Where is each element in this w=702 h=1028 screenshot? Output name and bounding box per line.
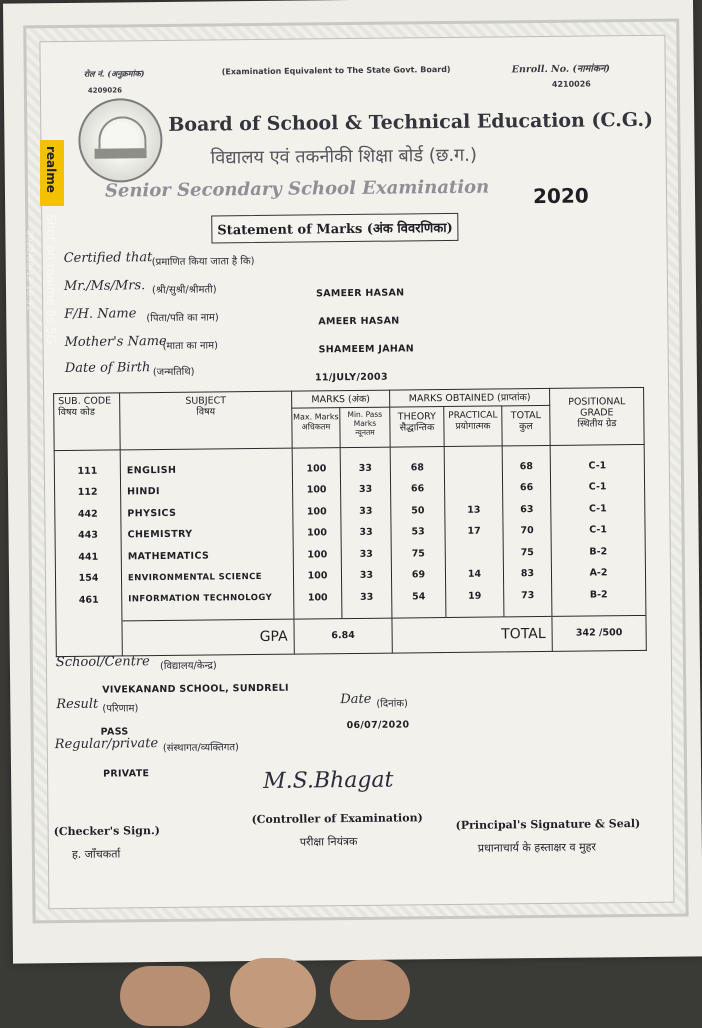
gpa-label: GPA <box>122 619 294 655</box>
header-subject: SUBJECT विषय <box>120 391 293 450</box>
header-min-pass-marks: Min. Pass Marks न्यूनतम <box>340 407 390 448</box>
exam-title: Senior Secondary School Examination <box>104 176 490 202</box>
camera-watermark-text: Shot on realme 8s 5G <box>44 214 58 345</box>
father-name: AMEER HASAN <box>318 315 400 328</box>
sub-code: 442 <box>55 503 121 525</box>
certified-label: Certified that <box>63 250 153 267</box>
finger-1 <box>120 966 210 1026</box>
board-title-hindi: विद्यालय एवं तकनीकी शिक्षा बोर्ड (छ.ग.) <box>210 144 478 169</box>
practical-marks: 17 <box>445 520 503 542</box>
table-cell <box>54 450 120 461</box>
min-marks: 33 <box>341 500 391 522</box>
candidate-name: SAMEER HASAN <box>315 287 405 300</box>
grand-total: 342 /500 <box>552 615 646 650</box>
name-label: Mr./Ms/Mrs. <box>63 278 146 295</box>
school-name: VIVEKANAND SCHOOL, SUNDRELI <box>102 682 289 696</box>
theory-marks: 54 <box>392 586 446 608</box>
controller-label-hindi: परीक्षा नियंत्रक <box>299 834 358 849</box>
board-title-english: Board of School & Technical Education (C.G.) <box>168 108 654 136</box>
practical-marks <box>445 477 503 499</box>
candidate-type: PRIVATE <box>103 768 150 780</box>
header-marks: MARKS (अंक) <box>292 390 390 408</box>
grade: B-2 <box>552 583 646 605</box>
max-marks: 100 <box>294 587 342 609</box>
table-cell <box>502 445 550 456</box>
theory-marks: 69 <box>391 564 445 586</box>
marks-rows <box>54 444 646 621</box>
marksheet-page <box>3 0 702 964</box>
total-label: TOTAL <box>392 616 552 652</box>
roll-no-value: 4209026 <box>87 86 123 95</box>
subject-name: HINDI <box>121 480 293 503</box>
header-theory: THEORY सैद्धान्तिक <box>390 407 444 448</box>
max-marks: 100 <box>293 544 341 566</box>
practical-marks: 19 <box>446 585 504 607</box>
total-marks: 68 <box>502 455 550 477</box>
grade: C-1 <box>550 454 644 476</box>
max-marks: 100 <box>293 501 341 523</box>
result-value: PASS <box>100 726 129 738</box>
min-marks: 33 <box>341 522 391 544</box>
result-label-hindi: (परिणाम) <box>102 703 139 715</box>
practical-marks <box>444 456 502 478</box>
rising-sun-emblem <box>98 116 146 149</box>
sub-code: 441 <box>55 546 121 568</box>
logo-band <box>95 148 147 159</box>
father-name-label: F/H. Name <box>64 306 137 323</box>
min-marks: 33 <box>340 457 390 479</box>
practical-marks: 14 <box>445 563 503 585</box>
grade: C-1 <box>550 476 644 498</box>
grade: C-1 <box>551 497 645 519</box>
table-cell <box>292 448 340 459</box>
table-cell <box>504 606 552 617</box>
finger-3 <box>330 960 410 1020</box>
father-name-label-hindi: (पिता/पति का नाम) <box>146 312 219 325</box>
table-cell <box>340 447 390 458</box>
total-marks: 66 <box>502 477 550 499</box>
camera-timestamp: 2022/08/12 10:51 <box>24 230 34 311</box>
regular-private-label-hindi: (संस्थागत/व्यक्तिगत) <box>162 742 239 755</box>
school-label: School/Centre <box>55 654 150 671</box>
min-marks: 33 <box>341 565 391 587</box>
total-marks: 63 <box>503 498 551 520</box>
sub-code: 461 <box>56 589 122 611</box>
school-label-hindi: (विद्यालय/केन्द्र) <box>159 660 217 673</box>
max-marks: 100 <box>292 458 340 480</box>
theory-marks: 66 <box>391 478 445 500</box>
grade: A-2 <box>551 562 645 584</box>
subject-name: ENVIRONMENTAL SCIENCE <box>121 566 293 589</box>
result-date: 06/07/2020 <box>346 719 410 732</box>
controller-signature: M.S.Bhagat <box>263 767 394 794</box>
theory-marks: 75 <box>391 543 445 565</box>
enroll-no-label: Enroll. No. (नामांकन) <box>511 63 610 76</box>
subject-name: PHYSICS <box>121 501 293 524</box>
table-cell <box>294 608 342 619</box>
gpa-value: 6.84 <box>294 618 392 654</box>
mother-name-label: Mother's Name <box>64 333 167 351</box>
date-of-birth: 11/JULY/2003 <box>314 371 388 384</box>
regular-private-label: Regular/private <box>54 736 159 753</box>
header-positional-grade: POSITIONAL GRADE स्थितीय ग्रेड <box>550 387 645 445</box>
statement-of-marks-title: Statement of Marks (अंक विवरणिका) <box>211 213 459 244</box>
result-label: Result <box>56 696 99 713</box>
table-cell <box>56 621 122 656</box>
practical-marks <box>445 542 503 564</box>
principal-label: (Principal's Signature & Seal) <box>455 817 641 832</box>
checker-sign-label-hindi: ह. जाँचकर्ता <box>71 847 121 861</box>
theory-marks: 68 <box>390 457 444 479</box>
date-label: Date <box>340 691 372 708</box>
certified-label-hindi: (प्रमाणित किया जाता है कि) <box>151 256 255 269</box>
total-marks: 75 <box>503 541 551 563</box>
table-cell <box>392 607 446 618</box>
principal-label-hindi: प्रधानाचार्य के हस्ताक्षर व मुहर <box>477 840 597 855</box>
name-label-hindi: (श्री/सुश्री/श्रीमती) <box>151 284 217 297</box>
table-cell <box>390 447 444 458</box>
gpa-total-row <box>56 615 646 656</box>
table-cell <box>56 610 122 621</box>
min-marks: 33 <box>342 586 392 608</box>
header-total: TOTAL कुल <box>502 405 550 446</box>
header-sub-code: SUB. CODE विषय कोड <box>54 393 121 451</box>
exam-equivalent-note: (Examination Equivalent to The State Govt. Board) <box>221 64 451 77</box>
max-marks: 100 <box>293 522 341 544</box>
checker-sign-label: (Checker's Sign.) <box>53 824 161 839</box>
date-label-hindi: (दिनांक) <box>376 698 408 710</box>
practical-marks: 13 <box>445 499 503 521</box>
mother-name: SHAMEEM JAHAN <box>318 343 415 356</box>
min-marks: 33 <box>341 543 391 565</box>
header-marks-obtained: MARKS OBTAINED (प्राप्तांक) <box>390 388 550 407</box>
max-marks: 100 <box>293 565 341 587</box>
sub-code: 443 <box>55 524 121 546</box>
enroll-no-value: 4210026 <box>551 79 591 89</box>
subject-name: ENGLISH <box>120 458 292 481</box>
subject-name: INFORMATION TECHNOLOGY <box>122 587 294 610</box>
controller-label: (Controller of Examination) <box>251 811 423 827</box>
min-marks: 33 <box>340 479 390 501</box>
sub-code: 154 <box>55 567 121 589</box>
header-practical: PRACTICAL प्रयोगात्मक <box>444 406 502 447</box>
total-marks: 73 <box>504 584 552 606</box>
board-logo <box>78 98 163 183</box>
dob-label-hindi: (जन्मतिथि) <box>152 366 195 379</box>
sub-code: 111 <box>54 460 120 482</box>
theory-marks: 53 <box>391 521 445 543</box>
theory-marks: 50 <box>391 500 445 522</box>
subject-name: CHEMISTRY <box>121 523 293 546</box>
table-cell <box>444 446 502 457</box>
total-marks: 83 <box>503 563 551 585</box>
exam-year: 2020 <box>532 183 589 209</box>
camera-brand: realme <box>44 146 58 193</box>
marks-table <box>53 387 647 657</box>
table-cell <box>446 606 504 617</box>
grade: B-2 <box>551 540 645 562</box>
subject-name: MATHEMATICS <box>121 544 293 567</box>
table-cell <box>342 608 392 619</box>
total-marks: 70 <box>503 520 551 542</box>
sub-code: 112 <box>55 481 121 503</box>
grade: C-1 <box>551 519 645 541</box>
finger-2 <box>230 958 316 1028</box>
mother-name-label-hindi: (माता का नाम) <box>162 340 219 352</box>
dob-label: Date of Birth <box>64 360 151 377</box>
header-max-marks: Max. Marks अधिकतम <box>292 408 340 449</box>
max-marks: 100 <box>292 479 340 501</box>
roll-no-label: रोल नं. (अनुक्रमांक) <box>83 68 145 79</box>
